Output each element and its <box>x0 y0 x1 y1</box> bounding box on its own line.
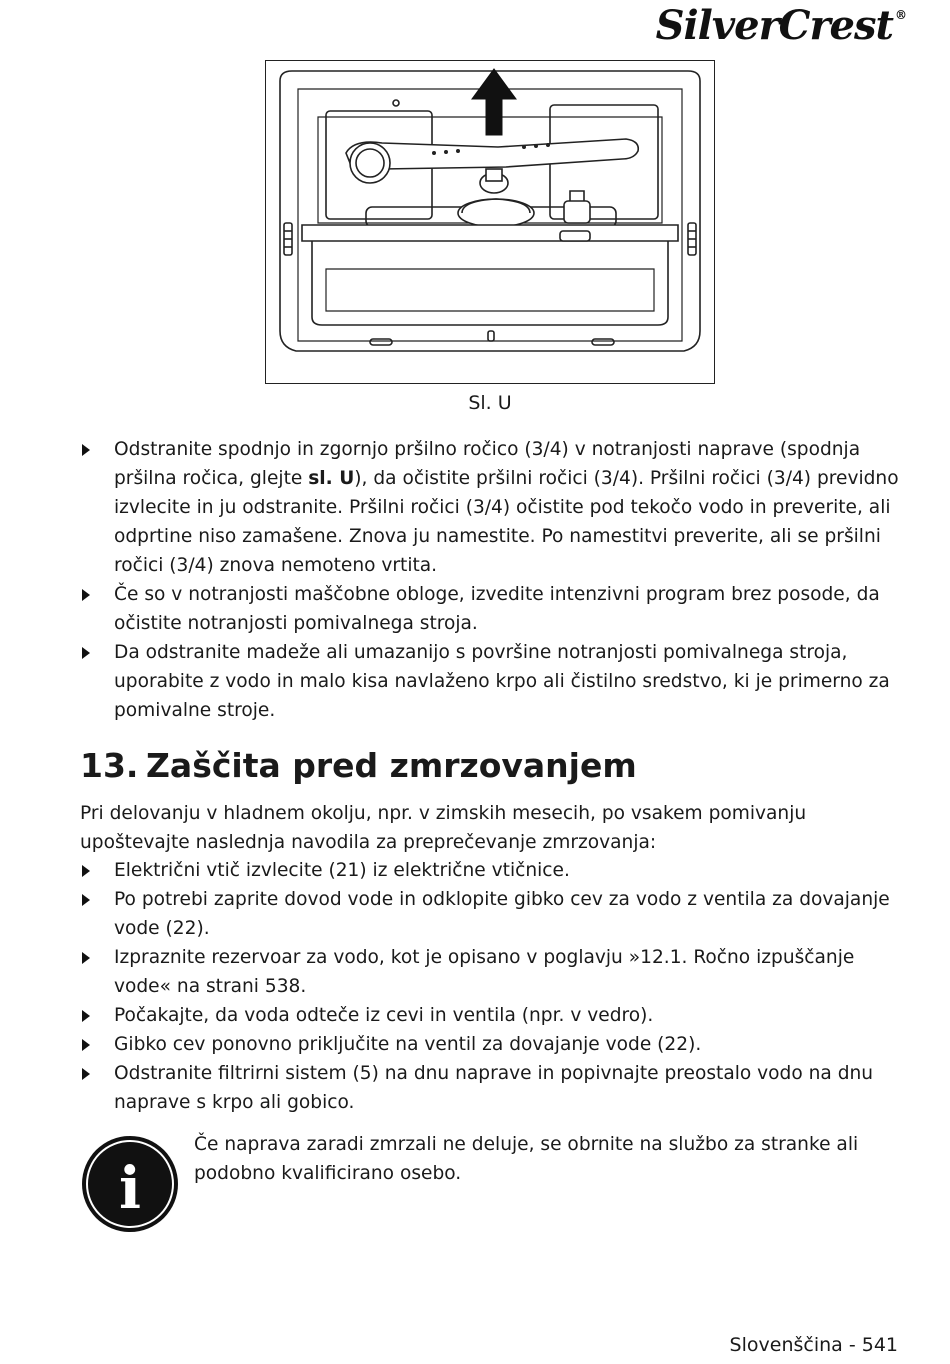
list-item: Odstranite spodnjo in zgornjo pršilno ročico (3/4) v notranjosti naprave (spodnja pršilna ročica, glejte sl. U), da očistite pršilni ročici (3/4). Pršilni ročici (3/4) previdno izvlecite in ju odstranite. Pršilni ročici (3/4) očistite pod tekočo vodo in preverite, ali odprtine niso zamašene. Znova ju namestite. Po namestitvi preverite, ali se pršilni ročici (3/4) znova nemoteno vrtita. <box>80 435 900 580</box>
bullet-arrow-icon <box>82 589 90 601</box>
bullet-arrow-icon <box>82 1010 90 1022</box>
list-item: Odstranite filtrirni sistem (5) na dnu naprave in popivnajte preostalo vodo na dnu naprave s krpo ali gobico. <box>80 1059 900 1117</box>
list-item: Gibko cev ponovno priključite na ventil za dovajanje vode (22). <box>80 1030 900 1059</box>
section-title: Zaščita pred zmrzovanjem <box>146 746 637 785</box>
bullet-arrow-icon <box>82 647 90 659</box>
figure-dishwasher <box>265 60 715 384</box>
bullet-arrow-icon <box>82 1039 90 1051</box>
instruction-list-cleaning <box>80 435 900 725</box>
section-intro: Pri delovanju v hladnem okolju, npr. v zimskih mesecih, po vsakem pomivanju upoštevajte naslednja navodila za preprečevanje zmrzovanja: <box>80 803 807 853</box>
list-item: Po potrebi zaprite dovod vode in odklopite gibko cev za vodo z ventila za dovajanje vode (22). <box>80 885 900 943</box>
dishwasher-illustration <box>266 61 714 383</box>
bullet-arrow-icon <box>82 865 90 877</box>
list-item: Da odstranite madeže ali umazanijo s površine notranjosti pomivalnega stroja, uporabite z vodo in malo kisa navlaženo krpo ali čistilno sredstvo, ki je primerno za pomivalne stroje. <box>80 638 900 725</box>
info-note: Če naprava zaradi zmrzali ne deluje, se obrnite na službo za stranke ali podobno kvalificirano osebo. <box>194 1134 859 1184</box>
page-footer: Slovenščina - 541 <box>729 1334 898 1356</box>
section-heading <box>80 746 637 785</box>
bullet-arrow-icon <box>82 444 90 456</box>
registered-mark: ® <box>895 8 906 22</box>
section-number: 13. <box>80 746 139 785</box>
list-item: Izpraznite rezervoar za vodo, kot je opisano v poglavju »12.1. Ročno izpuščanje vode« na strani 538. <box>80 943 900 1001</box>
list-item: Če so v notranjosti maščobne obloge, izvedite intenzivni program brez posode, da očistite notranjosti pomivalnega stroja. <box>80 580 900 638</box>
instruction-list-frost <box>80 856 900 1117</box>
info-icon <box>80 1134 180 1234</box>
bullet-arrow-icon <box>82 1068 90 1080</box>
list-item: Električni vtič izvlecite (21) iz električne vtičnice. <box>80 856 900 885</box>
bullet-arrow-icon <box>82 952 90 964</box>
info-icon-letter: i <box>118 1154 142 1222</box>
figure-caption: Sl. U <box>468 392 512 414</box>
figure-reference: sl. U <box>308 468 355 489</box>
brand-name: SilverCrest <box>655 2 893 49</box>
bullet-arrow-icon <box>82 894 90 906</box>
list-item: Počakajte, da voda odteče iz cevi in ventila (npr. v vedro). <box>80 1001 900 1030</box>
brand-logo <box>656 2 906 49</box>
